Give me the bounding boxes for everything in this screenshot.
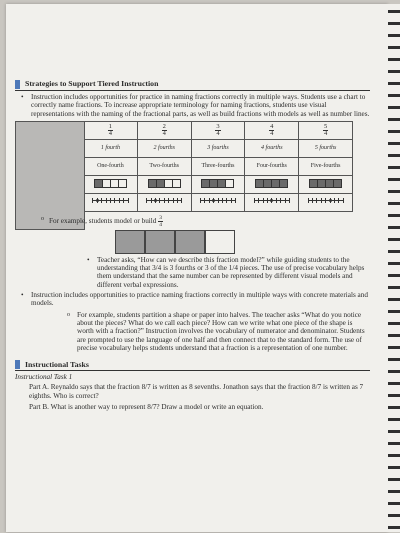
- number-line-tick: [159, 198, 160, 203]
- number-line-tick: [181, 198, 182, 203]
- fraction-strip: [255, 179, 288, 188]
- number-line-tick: [218, 198, 219, 203]
- fraction-strip: [94, 179, 127, 188]
- strip-segment: [310, 180, 318, 187]
- number-line-point: [96, 199, 99, 202]
- strip-segment: [272, 180, 280, 187]
- strip-segment: [256, 180, 264, 187]
- strip-segment: [318, 180, 326, 187]
- inline-fraction: $\frac{3}{4}$: [159, 214, 162, 228]
- name-cell: Three-fourths: [191, 157, 245, 175]
- number-line-tick: [258, 198, 259, 203]
- tasks-heading-text: Instructional Tasks: [25, 359, 89, 369]
- number-line: [92, 197, 128, 204]
- number-line-tick: [280, 198, 281, 203]
- number-line-cell: [84, 193, 138, 211]
- table-row: [84, 193, 353, 211]
- number-line-tick: [119, 198, 120, 203]
- fraction-cell: $\frac{4}{4}$: [245, 121, 299, 139]
- fraction-cell: $\frac{2}{4}$: [137, 121, 191, 139]
- strip-segment: [326, 180, 334, 187]
- number-line-cell: [191, 193, 245, 211]
- number-line-tick: [316, 198, 317, 203]
- model-part: [115, 230, 145, 254]
- strategies-heading: [15, 80, 370, 91]
- strip-segment: [226, 180, 233, 187]
- table-row: [84, 175, 353, 193]
- number-line-point: [270, 199, 273, 202]
- number-line-tick: [146, 198, 147, 203]
- model-part: [145, 230, 175, 254]
- fraction-chart: [15, 121, 370, 212]
- table-row: [84, 121, 353, 139]
- fraction-cell: $\frac{1}{4}$: [84, 121, 138, 139]
- number-line-tick: [285, 198, 286, 203]
- strip-segment: [103, 180, 111, 187]
- strip-segment: [95, 180, 103, 187]
- number-line-tick: [312, 198, 313, 203]
- strip-segment: [149, 180, 157, 187]
- number-line-cell: [245, 193, 299, 211]
- number-line-tick: [168, 198, 169, 203]
- number-line: [254, 197, 290, 204]
- number-line-point: [154, 199, 157, 202]
- page-content: [15, 80, 370, 414]
- fraction-table: [83, 121, 353, 212]
- number-line-tick: [151, 198, 152, 203]
- fraction-strip: [309, 179, 342, 188]
- task-part-b: Part B. What is another way to represent 8/7? Draw a model or write an equation.: [29, 403, 264, 412]
- strip-model-cell: [137, 175, 191, 193]
- strip-segment: [173, 180, 180, 187]
- number-line-tick: [267, 198, 268, 203]
- strip-segment: [210, 180, 218, 187]
- strip-model-cell: [245, 175, 299, 193]
- number-line-cell: [299, 193, 353, 211]
- strip-segment: [280, 180, 287, 187]
- number-line-tick: [177, 198, 178, 203]
- number-line-tick: [173, 198, 174, 203]
- strip-model-cell: [84, 175, 138, 193]
- number-line: [308, 197, 344, 204]
- number-line-tick: [106, 198, 107, 203]
- word-cell: 2 fourths: [137, 139, 191, 157]
- number-line-tick: [343, 198, 344, 203]
- example-2: o For example, students partition a shape or paper into halves. The teacher asks “What do you notice about the pieces? What do we call each piece? How can we write what one piece of the shape is worth with a fraction?” Instruction involves the vocabulary of numerator and denominator. Students are prompted to use the language of one half and then connect that to the standard form. The use of precise vocabulary helps students understand that a fraction is a representation of one number.: [15, 311, 370, 352]
- name-cell: One-fourth: [84, 157, 138, 175]
- number-line-tick: [263, 198, 264, 203]
- number-line-tick: [200, 198, 201, 203]
- table-row: [84, 139, 353, 157]
- chart-label-column: [15, 121, 85, 230]
- number-line-tick: [123, 198, 124, 203]
- number-line-tick: [276, 198, 277, 203]
- fraction-strip: [201, 179, 234, 188]
- number-line-tick: [101, 198, 102, 203]
- number-line-tick: [321, 198, 322, 203]
- number-line-tick: [92, 198, 93, 203]
- table-row: [84, 157, 353, 175]
- strip-segment: [157, 180, 165, 187]
- word-cell: 1 fourth: [84, 139, 138, 157]
- number-line: [200, 197, 236, 204]
- number-line-tick: [114, 198, 115, 203]
- number-line-tick: [222, 198, 223, 203]
- task-label: Instructional Task 1: [15, 373, 73, 382]
- number-line-tick: [110, 198, 111, 203]
- number-line-tick: [325, 198, 326, 203]
- number-line-cell: [137, 193, 191, 211]
- strip-segment: [264, 180, 272, 187]
- strip-segment: [202, 180, 210, 187]
- strip-model-cell: [191, 175, 245, 193]
- strip-segment: [111, 180, 119, 187]
- number-line-tick: [231, 198, 232, 203]
- word-cell: 3 fourths: [191, 139, 245, 157]
- fraction-strip: [148, 179, 181, 188]
- name-cell: Five-fourths: [299, 157, 353, 175]
- strategy-bullet-2: • Instruction includes opportunities to practice naming fractions correctly in multiple ways with concrete materials and models.: [15, 291, 370, 308]
- task-part-a: Part A. Reynaldo says that the fraction 8/7 is written as 8 sevenths. Jonathon says that the fraction 8/7 is written as 7 eighths. Who is correct?: [29, 383, 364, 400]
- number-line-tick: [209, 198, 210, 203]
- number-line-tick: [235, 198, 236, 203]
- strip-segment: [165, 180, 173, 187]
- word-cell: 5 fourths: [299, 139, 353, 157]
- tasks-heading: [15, 360, 370, 371]
- example-1: o For example, students model or build $\frac{3}{4}$: [15, 215, 370, 228]
- heading-marker: [15, 360, 20, 369]
- word-cell: 4 fourths: [245, 139, 299, 157]
- strip-segment: [334, 180, 341, 187]
- strip-model-cell: [299, 175, 353, 193]
- number-line-point: [329, 199, 332, 202]
- model-part: [175, 230, 205, 254]
- number-line-tick: [128, 198, 129, 203]
- model-part: [205, 230, 235, 254]
- number-line-tick: [334, 198, 335, 203]
- number-line-tick: [164, 198, 165, 203]
- number-line-tick: [204, 198, 205, 203]
- number-line-tick: [308, 198, 309, 203]
- fraction-cell: $\frac{3}{4}$: [191, 121, 245, 139]
- heading-marker: [15, 80, 20, 89]
- strategy-bullet-1: • Instruction includes opportunities for practice in naming fractions correctly in multiple ways. Students use a chart to correctly name fractions. To increase appropriate terminology for naming fractions, students use visual representations with the naming of the fractional parts, as well as build fractions with models as well as number lines.: [15, 93, 370, 118]
- spiral-binding: [388, 4, 400, 532]
- number-line-tick: [289, 198, 290, 203]
- fraction-cell: $\frac{5}{4}$: [299, 121, 353, 139]
- name-cell: Four-fourths: [245, 157, 299, 175]
- number-line-tick: [226, 198, 227, 203]
- number-line-tick: [338, 198, 339, 203]
- fraction-area-model: [115, 230, 370, 254]
- strategies-heading-text: Strategies to Support Tiered Instruction: [25, 79, 159, 89]
- teacher-question: • Teacher asks, “How can we describe this fraction model?” while guiding students to the understanding that 3/4 is 3 fourths or 3 of the 1/4 pieces. The use of precise vocabulary helps them understand that the same number can be represented by different visual models and different verbal expressions.: [15, 256, 370, 289]
- number-line-tick: [254, 198, 255, 203]
- number-line-point: [212, 199, 215, 202]
- strip-segment: [218, 180, 226, 187]
- strip-segment: [119, 180, 126, 187]
- number-line: [146, 197, 182, 204]
- name-cell: Two-fourths: [137, 157, 191, 175]
